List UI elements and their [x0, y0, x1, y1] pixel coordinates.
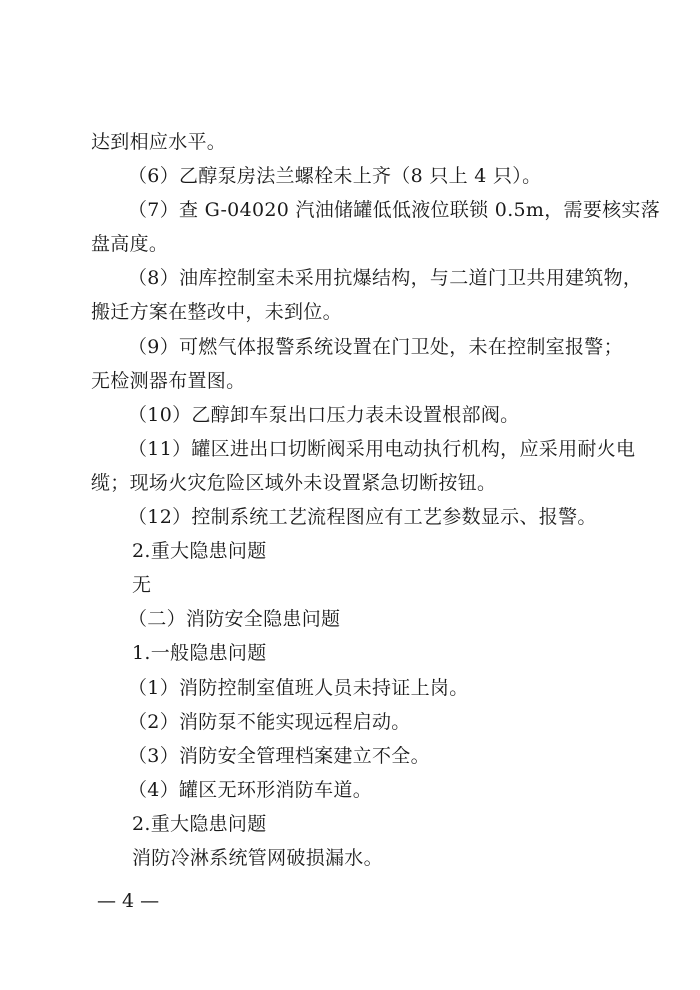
text-line-fire-2: （2）消防泵不能实现远程启动。 [128, 711, 411, 733]
text-line-fire-4: （4）罐区无环形消防车道。 [128, 779, 372, 801]
page-number: — 4 — [97, 890, 160, 912]
section-heading-fire-safety: （二）消防安全隐患问题 [128, 608, 341, 630]
section-heading-major-hazards-2: 2.重大隐患问题 [132, 813, 267, 835]
section-heading-major-hazards-1: 2.重大隐患问题 [132, 540, 267, 562]
text-line-9: （10）乙醇卸车泵出口压力表未设置根部阀。 [128, 404, 520, 426]
text-line-fire-3: （3）消防安全管理档案建立不全。 [128, 745, 430, 767]
text-line-fire-1: （1）消防控制室值班人员未持证上岗。 [128, 677, 469, 699]
section-heading-general-hazards: 1.一般隐患问题 [132, 642, 267, 664]
text-line-7: （9）可燃气体报警系统设置在门卫处，未在控制室报警； [128, 336, 623, 358]
text-line-12: （12）控制系统工艺流程图应有工艺参数显示、报警。 [128, 506, 597, 528]
text-line-fire-major: 消防冷淋系统管网破损漏水。 [132, 847, 383, 869]
text-line-4: 盘高度。 [91, 233, 169, 255]
text-line-11: 缆；现场火灾危险区域外未设置紧急切断按钮。 [91, 472, 497, 494]
text-line-5: （8）油库控制室未采用抗爆结构，与二道门卫共用建筑物， [128, 267, 643, 289]
text-line-1: 达到相应水平。 [91, 131, 227, 153]
text-line-6: 搬迁方案在整改中，未到位。 [91, 301, 342, 323]
text-line-8: 无检测器布置图。 [91, 370, 246, 392]
text-line-2: （6）乙醇泵房法兰螺栓未上齐（8 只上 4 只）。 [128, 165, 542, 187]
text-line-none: 无 [132, 574, 152, 596]
text-line-10: （11）罐区进出口切断阀采用电动执行机构，应采用耐火电 [128, 438, 636, 460]
text-line-3: （7）查 G-04020 汽油储罐低低液位联锁 0.5m，需要核实落 [128, 199, 661, 221]
